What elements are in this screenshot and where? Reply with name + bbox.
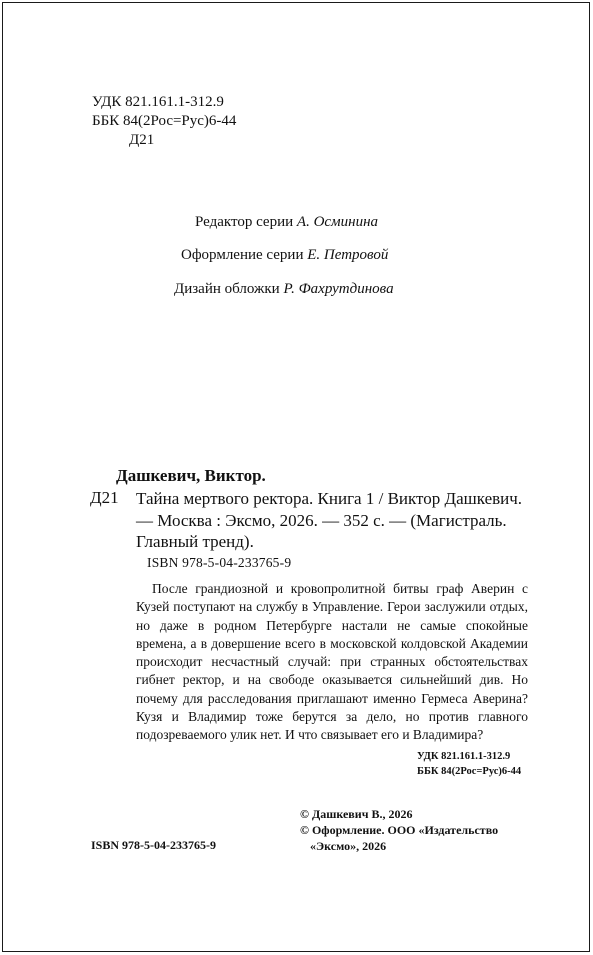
- udk-code-small: УДК 821.161.1-312.9: [417, 751, 511, 762]
- credit-role: Дизайн обложки: [174, 281, 280, 297]
- footer-isbn: ISBN 978-5-04-233765-9: [91, 838, 216, 852]
- bbk-code: ББК 84(2Рос=Рус)6-44: [92, 113, 237, 129]
- classification-block: [92, 93, 236, 150]
- copyright-block: [300, 806, 498, 854]
- credit-role: Оформление серии: [181, 247, 304, 263]
- copyright-design-line1: © Оформление. ООО «Издательство: [300, 823, 499, 837]
- udk-code: УДК 821.161.1-312.9: [92, 94, 224, 110]
- classification-small: [417, 749, 521, 779]
- credit-name: Р. Фахрутдинова: [283, 281, 394, 297]
- copyright-author: © Дашкевич В., 2026: [300, 807, 413, 821]
- credit-name: А. Осминина: [296, 214, 379, 230]
- bbk-code-small: ББК 84(2Рос=Рус)6-44: [417, 766, 522, 777]
- bib-isbn: ISBN 978-5-04-233765-9: [147, 555, 292, 570]
- credit-series-design: [181, 247, 388, 264]
- bib-description: Тайна мертвого ректора. Книга 1 / Виктор Дашкевич. — Москва : Эксмо, 2026. — 352 с. — (Магистраль. Главный тренд).: [136, 489, 523, 551]
- author-sign: Д21: [129, 132, 155, 148]
- credit-name: Е. Петровой: [307, 247, 389, 263]
- author-heading: Дашкевич, Виктор.: [116, 466, 266, 485]
- bib-author-sign: Д21: [90, 488, 119, 507]
- annotation-text: После грандиозной и кровопролитной битвы граф Аверин с Кузей поступают на службу в Управление. Герои заслужили отдых, но даже в родном Петербурге настали не самые спокойные времена, а в довершение всего в московской колдовской Академии происходит несчастный случай: при странных обстоятельствах гибнет ректор, и на свободе оказывается сильнейший див. Но почему для расследования приглашают именно Гермеса Аверина? Кузя и Владимир тоже берутся за дело, но против главного подозреваемого улик нет. И что связывает его и Владимира?: [136, 581, 528, 743]
- credit-role: Редактор серии: [195, 214, 294, 230]
- page-frame: [2, 2, 590, 952]
- credit-editor: [195, 214, 378, 231]
- credit-cover-design: [174, 281, 394, 298]
- copyright-design-line2: «Эксмо», 2026: [310, 839, 387, 853]
- annotation-paragraph: [136, 580, 528, 745]
